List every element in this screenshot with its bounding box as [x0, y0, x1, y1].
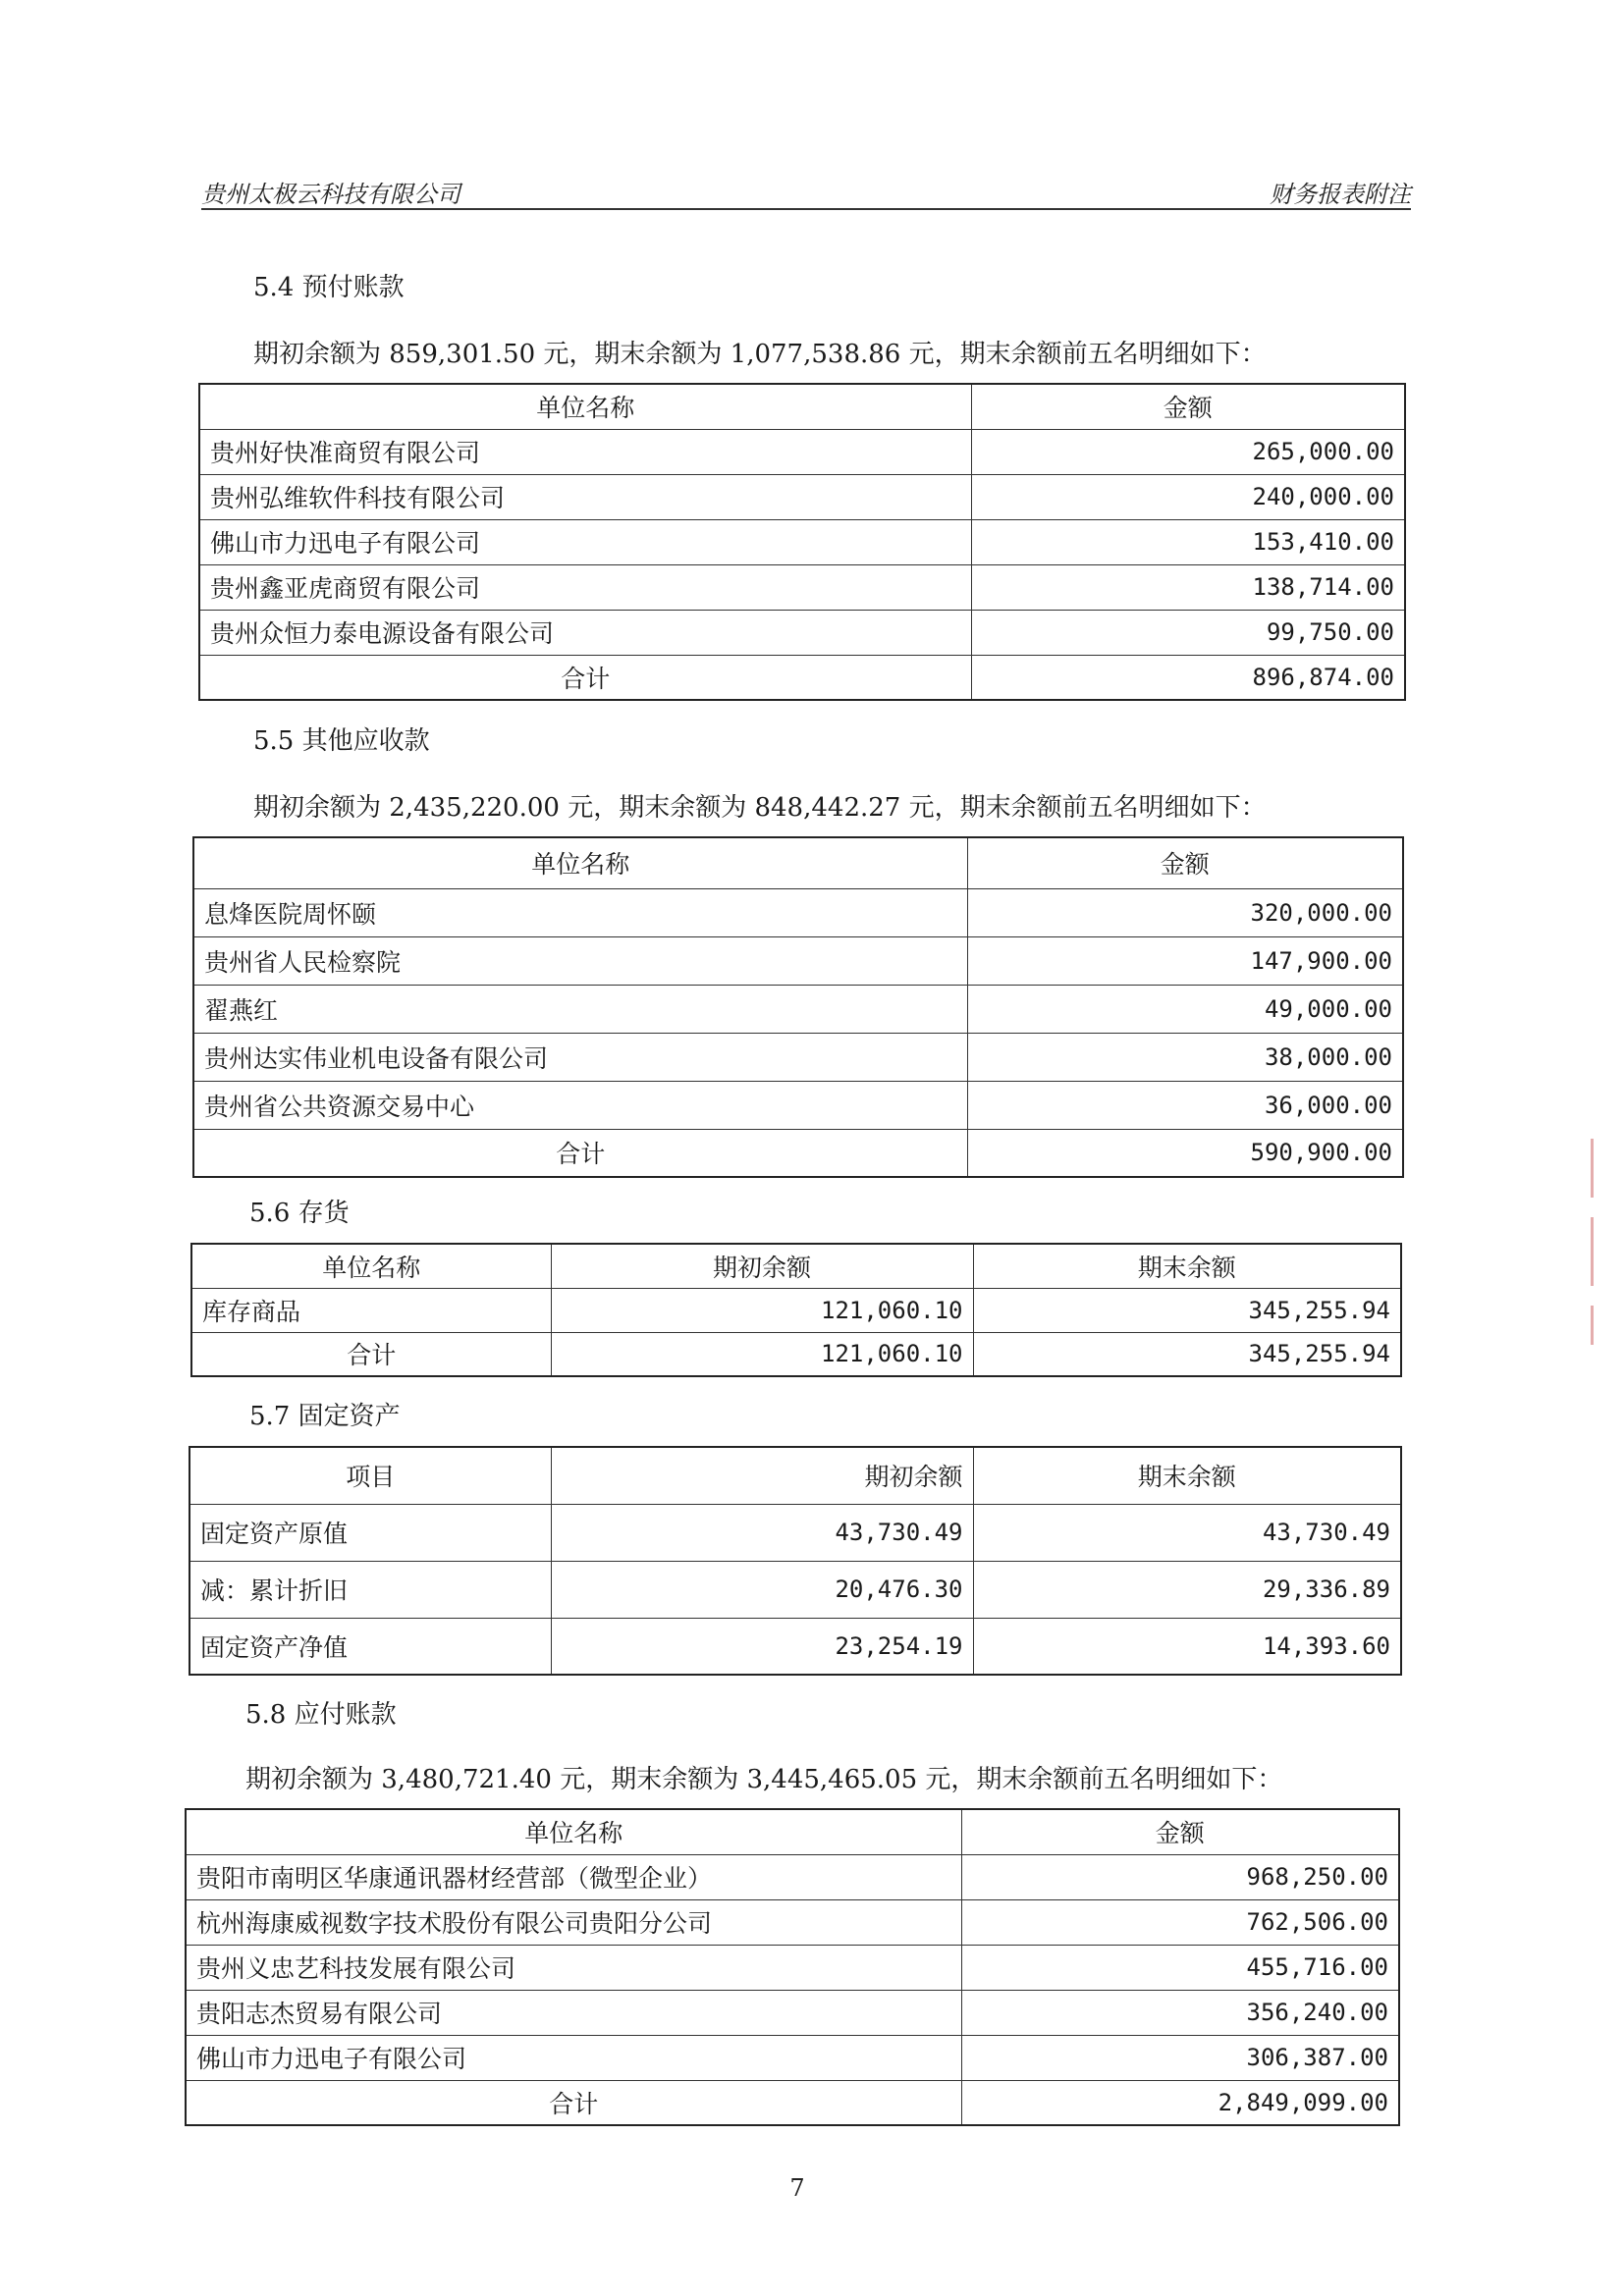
cell-amount: 762,506.00	[961, 1899, 1399, 1945]
section-5-7-table	[189, 1446, 1402, 1676]
section-5-4-summary: 期初余额为 859,301.50 元，期末余额为 1,077,538.86 元，期末余额前五名明细如下：	[253, 340, 1267, 369]
cell-unit-name: 贵阳市南明区华康通讯器材经营部（微型企业）	[186, 1854, 961, 1899]
table-row	[189, 1561, 1401, 1618]
section-5-5-heading: 5.5 其他应收款	[253, 726, 430, 756]
section-5-8-table	[185, 1808, 1400, 2126]
table-row	[199, 429, 1405, 474]
cell-unit-name: 库存商品	[191, 1288, 551, 1332]
cell-item-name: 固定资产原值	[189, 1504, 551, 1561]
cell-unit-name: 贵州鑫亚虎商贸有限公司	[199, 564, 971, 610]
table-total-row	[191, 1332, 1401, 1376]
cell-end-balance: 14,393.60	[973, 1618, 1401, 1675]
cell-amount: 455,716.00	[961, 1945, 1399, 1990]
page-number: 7	[789, 2174, 805, 2202]
table-header-row	[186, 1809, 1399, 1854]
table-row	[199, 474, 1405, 519]
column-header-amount: 金额	[971, 384, 1405, 429]
table-total-row	[199, 655, 1405, 700]
cell-end-balance: 29,336.89	[973, 1561, 1401, 1618]
cell-total-begin: 121,060.10	[551, 1332, 973, 1376]
cell-amount: 36,000.00	[967, 1081, 1403, 1129]
column-header-amount: 金额	[967, 837, 1403, 888]
cell-end-balance: 43,730.49	[973, 1504, 1401, 1561]
cell-amount: 265,000.00	[971, 429, 1405, 474]
cell-item-name: 固定资产净值	[189, 1618, 551, 1675]
section-5-8-summary: 期初余额为 3,480,721.40 元，期末余额为 3,445,465.05 元，期末余额前五名明细如下：	[245, 1765, 1283, 1794]
seal-stamp-trace	[1591, 1217, 1594, 1286]
section-5-5-summary: 期初余额为 2,435,220.00 元，期末余额为 848,442.27 元，期末余额前五名明细如下：	[253, 793, 1267, 823]
table-row	[186, 1899, 1399, 1945]
cell-amount: 147,900.00	[967, 936, 1403, 985]
page-header	[201, 173, 1411, 210]
cell-begin-balance: 23,254.19	[551, 1618, 973, 1675]
cell-item-name: 减：累计折旧	[189, 1561, 551, 1618]
seal-stamp-trace	[1591, 1306, 1594, 1345]
cell-unit-name: 贵州义忠艺科技发展有限公司	[186, 1945, 961, 1990]
section-5-8-heading: 5.8 应付账款	[245, 1700, 397, 1730]
cell-amount: 320,000.00	[967, 888, 1403, 936]
cell-total-label: 合计	[199, 655, 971, 700]
table-row	[193, 1033, 1403, 1081]
column-header-end-balance: 期末余额	[973, 1447, 1401, 1504]
table-header-row	[189, 1447, 1401, 1504]
cell-unit-name: 贵州省公共资源交易中心	[193, 1081, 967, 1129]
cell-total-label: 合计	[191, 1332, 551, 1376]
cell-total-label: 合计	[193, 1129, 967, 1177]
table-row	[186, 1854, 1399, 1899]
column-header-unit-name: 单位名称	[191, 1244, 551, 1288]
table-row	[189, 1504, 1401, 1561]
cell-unit-name: 翟燕红	[193, 985, 967, 1033]
cell-end-balance: 345,255.94	[973, 1288, 1401, 1332]
column-header-amount: 金额	[961, 1809, 1399, 1854]
cell-unit-name: 息烽医院周怀颐	[193, 888, 967, 936]
cell-amount: 138,714.00	[971, 564, 1405, 610]
cell-begin-balance: 121,060.10	[551, 1288, 973, 1332]
cell-unit-name: 贵阳志杰贸易有限公司	[186, 1990, 961, 2035]
table-row	[186, 2035, 1399, 2080]
cell-total-amount: 590,900.00	[967, 1129, 1403, 1177]
cell-amount: 153,410.00	[971, 519, 1405, 564]
section-5-6-heading: 5.6 存货	[249, 1199, 350, 1228]
table-row	[193, 985, 1403, 1033]
cell-unit-name: 贵州弘维软件科技有限公司	[199, 474, 971, 519]
table-row	[191, 1288, 1401, 1332]
cell-amount: 38,000.00	[967, 1033, 1403, 1081]
column-header-unit-name: 单位名称	[199, 384, 971, 429]
table-row	[189, 1618, 1401, 1675]
cell-total-amount: 896,874.00	[971, 655, 1405, 700]
cell-amount: 240,000.00	[971, 474, 1405, 519]
table-row	[186, 1945, 1399, 1990]
cell-amount: 99,750.00	[971, 610, 1405, 655]
cell-total-amount: 2,849,099.00	[961, 2080, 1399, 2125]
section-5-7-heading: 5.7 固定资产	[249, 1402, 401, 1431]
cell-amount: 306,387.00	[961, 2035, 1399, 2080]
section-5-4-heading: 5.4 预付账款	[253, 273, 405, 302]
cell-unit-name: 佛山市力迅电子有限公司	[199, 519, 971, 564]
cell-total-end: 345,255.94	[973, 1332, 1401, 1376]
table-row	[186, 1990, 1399, 2035]
header-company-name: 贵州太极云科技有限公司	[201, 181, 460, 208]
cell-unit-name: 佛山市力迅电子有限公司	[186, 2035, 961, 2080]
column-header-unit-name: 单位名称	[193, 837, 967, 888]
header-document-type: 财务报表附注	[1270, 181, 1411, 208]
cell-amount: 968,250.00	[961, 1854, 1399, 1899]
cell-unit-name: 贵州省人民检察院	[193, 936, 967, 985]
cell-total-label: 合计	[186, 2080, 961, 2125]
column-header-begin-balance: 期初余额	[551, 1244, 973, 1288]
cell-unit-name: 贵州好快准商贸有限公司	[199, 429, 971, 474]
column-header-unit-name: 单位名称	[186, 1809, 961, 1854]
table-row	[193, 936, 1403, 985]
cell-begin-balance: 20,476.30	[551, 1561, 973, 1618]
table-row	[199, 564, 1405, 610]
section-5-6-table	[190, 1243, 1402, 1377]
table-header-row	[199, 384, 1405, 429]
column-header-item: 项目	[189, 1447, 551, 1504]
cell-begin-balance: 43,730.49	[551, 1504, 973, 1561]
cell-amount: 356,240.00	[961, 1990, 1399, 2035]
table-row	[199, 610, 1405, 655]
table-row	[193, 888, 1403, 936]
table-header-row	[191, 1244, 1401, 1288]
table-header-row	[193, 837, 1403, 888]
column-header-begin-balance: 期初余额	[551, 1447, 973, 1504]
cell-unit-name: 贵州达实伟业机电设备有限公司	[193, 1033, 967, 1081]
column-header-end-balance: 期末余额	[973, 1244, 1401, 1288]
seal-stamp-trace	[1591, 1139, 1594, 1198]
table-total-row	[193, 1129, 1403, 1177]
cell-amount: 49,000.00	[967, 985, 1403, 1033]
header-rule	[201, 208, 1411, 210]
table-row	[193, 1081, 1403, 1129]
section-5-5-table	[192, 836, 1404, 1178]
table-total-row	[186, 2080, 1399, 2125]
cell-unit-name: 杭州海康威视数字技术股份有限公司贵阳分公司	[186, 1899, 961, 1945]
table-row	[199, 519, 1405, 564]
cell-unit-name: 贵州众恒力泰电源设备有限公司	[199, 610, 971, 655]
section-5-4-table	[198, 383, 1406, 701]
